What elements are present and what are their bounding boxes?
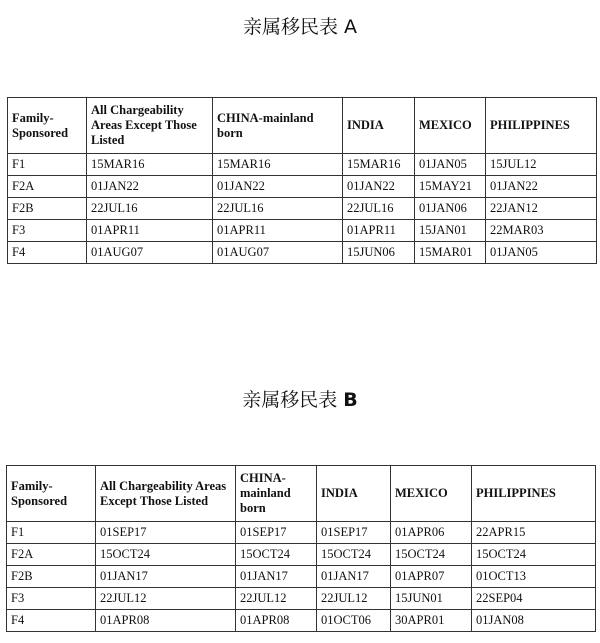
- table-b-title: [0, 385, 600, 412]
- table-cell: 01JAN22: [213, 176, 343, 198]
- table-a-title-letter: A: [344, 16, 358, 38]
- table-row: [8, 154, 597, 176]
- header-all-chargeability: All Chargeability Areas Except Those Listed: [87, 98, 213, 154]
- table-cell: 15JUL12: [486, 154, 597, 176]
- table-cell: 22MAR03: [486, 220, 597, 242]
- table-cell: 22JUL16: [87, 198, 213, 220]
- table-cell: 22JUL12: [96, 588, 236, 610]
- table-cell: 01JAN06: [415, 198, 486, 220]
- table-b-title-text: 亲属移民表: [242, 389, 344, 411]
- table-cell: 01JAN17: [96, 566, 236, 588]
- table-cell: 22APR15: [472, 522, 596, 544]
- table-row: [7, 566, 596, 588]
- table-cell: 22JAN12: [486, 198, 597, 220]
- table-cell: 15JUN06: [343, 242, 415, 264]
- table-cell: 01AUG07: [87, 242, 213, 264]
- table-row: [7, 522, 596, 544]
- table-cell: F2A: [8, 176, 87, 198]
- table-cell: 15MAR16: [87, 154, 213, 176]
- table-row: [8, 198, 597, 220]
- table-cell: 01APR11: [87, 220, 213, 242]
- header-family-sponsored: Family-Sponsored: [8, 98, 87, 154]
- table-cell: 15MAR16: [343, 154, 415, 176]
- table-cell: 15OCT24: [236, 544, 317, 566]
- header-india: INDIA: [343, 98, 415, 154]
- table-cell: 01SEP17: [96, 522, 236, 544]
- header-mexico: MEXICO: [415, 98, 486, 154]
- table-row: [7, 610, 596, 632]
- table-cell: 01OCT06: [317, 610, 391, 632]
- table-cell: 01APR08: [96, 610, 236, 632]
- table-cell: 01SEP17: [236, 522, 317, 544]
- table-cell: 15OCT24: [391, 544, 472, 566]
- table-cell: F2A: [7, 544, 96, 566]
- table-cell: F2B: [8, 198, 87, 220]
- table-cell: F1: [8, 154, 87, 176]
- header-family-sponsored: Family-Sponsored: [7, 466, 96, 522]
- table-b: [6, 465, 596, 632]
- table-cell: 15JAN01: [415, 220, 486, 242]
- header-china: CHINA-mainland born: [213, 98, 343, 154]
- table-cell: F3: [7, 588, 96, 610]
- table-cell: F4: [8, 242, 87, 264]
- table-cell: 01APR08: [236, 610, 317, 632]
- table-cell: 01OCT13: [472, 566, 596, 588]
- table-cell: 01JAN22: [87, 176, 213, 198]
- table-a: [7, 97, 597, 264]
- table-row: [8, 220, 597, 242]
- table-cell: 01SEP17: [317, 522, 391, 544]
- table-row: [7, 588, 596, 610]
- table-cell: F1: [7, 522, 96, 544]
- table-cell: 01APR06: [391, 522, 472, 544]
- table-cell: 01JAN17: [236, 566, 317, 588]
- table-b-header-row: [7, 466, 596, 522]
- table-cell: 15OCT24: [96, 544, 236, 566]
- table-cell: 01JAN17: [317, 566, 391, 588]
- table-cell: 15MAY21: [415, 176, 486, 198]
- table-cell: 01JAN22: [343, 176, 415, 198]
- header-china: CHINA-mainland born: [236, 466, 317, 522]
- table-cell: 01JAN08: [472, 610, 596, 632]
- header-philippines: PHILIPPINES: [486, 98, 597, 154]
- table-cell: 15MAR01: [415, 242, 486, 264]
- table-a-title-text: 亲属移民表: [242, 16, 345, 38]
- table-cell: 30APR01: [391, 610, 472, 632]
- table-cell: 01APR11: [213, 220, 343, 242]
- table-cell: 01AUG07: [213, 242, 343, 264]
- table-cell: 22JUL16: [343, 198, 415, 220]
- table-cell: F2B: [7, 566, 96, 588]
- header-mexico: MEXICO: [391, 466, 472, 522]
- table-cell: 22JUL12: [317, 588, 391, 610]
- table-cell: 01JAN05: [486, 242, 597, 264]
- table-cell: 15OCT24: [472, 544, 596, 566]
- table-row: [8, 176, 597, 198]
- table-row: [8, 242, 597, 264]
- table-cell: 15JUN01: [391, 588, 472, 610]
- table-cell: 22JUL12: [236, 588, 317, 610]
- table-cell: 15MAR16: [213, 154, 343, 176]
- table-cell: 22SEP04: [472, 588, 596, 610]
- table-cell: 01JAN05: [415, 154, 486, 176]
- table-cell: 22JUL16: [213, 198, 343, 220]
- table-cell: 01JAN22: [486, 176, 597, 198]
- table-cell: F4: [7, 610, 96, 632]
- table-cell: 15OCT24: [317, 544, 391, 566]
- header-india: INDIA: [317, 466, 391, 522]
- table-row: [7, 544, 596, 566]
- table-a-title: [0, 12, 600, 39]
- table-cell: 01APR11: [343, 220, 415, 242]
- table-a-header-row: [8, 98, 597, 154]
- header-philippines: PHILIPPINES: [472, 466, 596, 522]
- table-cell: 01APR07: [391, 566, 472, 588]
- header-all-chargeability: All Chargeability Areas Except Those Listed: [96, 466, 236, 522]
- table-b-title-letter: B: [343, 389, 358, 411]
- table-cell: F3: [8, 220, 87, 242]
